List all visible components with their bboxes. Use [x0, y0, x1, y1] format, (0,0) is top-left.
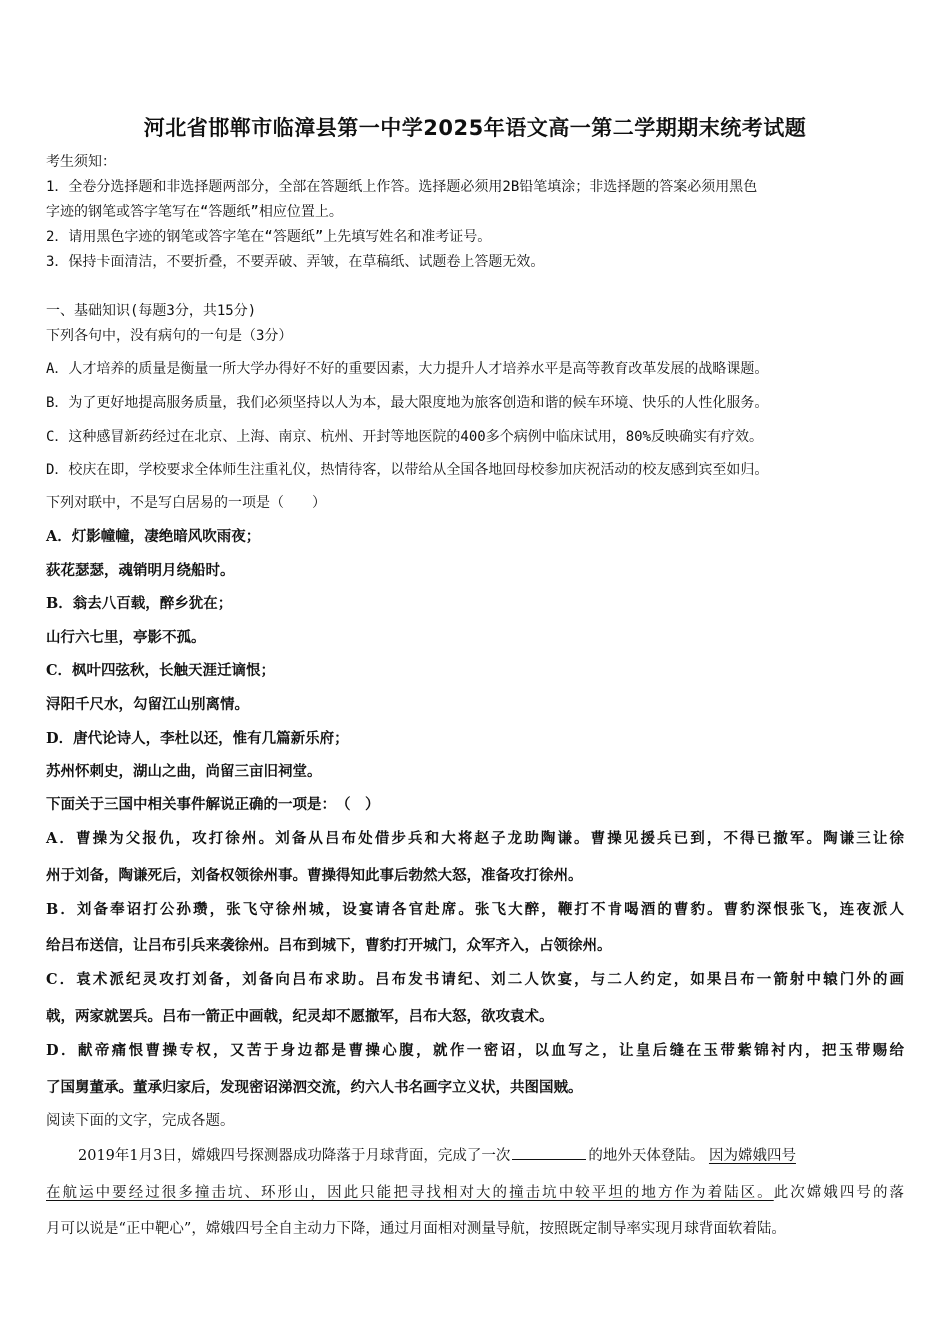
q3-option-c-line1 [46, 970, 904, 990]
reading-paragraph-line2 [46, 1183, 904, 1203]
option-text: 袁术派纪灵攻打刘备，刘备向吕布求助。吕布发书请纪、刘二人饮宴，与二人约定，如果吕布一箭射中辕门外的画 [76, 971, 905, 988]
q3-option-b-line1 [46, 900, 904, 920]
option-label: B． [46, 595, 73, 612]
q3-option-a-line2: 州于刘备，陶谦死后，刘备权领徐州事。曹操得知此事后勃然大怒，准备攻打徐州。 [46, 867, 583, 884]
q3-option-d-line2: 了国舅董承。董承归家后，发现密诏涕泗交流，约六人书名画字立义状，共图国贼。 [46, 1079, 583, 1096]
reading-intro: 阅读下面的文字，完成各题。 [46, 1113, 235, 1129]
notice-item-3: 3．保持卡面清洁，不要折叠，不要弄破、弄皱，在草稿纸、试题卷上答题无效。 [46, 254, 545, 270]
passage-text: 的地外天体登陆。 [588, 1148, 705, 1164]
q1-option-b: B．为了更好地提高服务质量，我们必须坚持以人为本，最大限度地为旅客创造和谐的候车环境、快乐的人性化服务。 [46, 395, 769, 411]
notice-item-2: 2．请用黑色字迹的钢笔或答字笔在“答题纸”上先填写姓名和准考证号。 [46, 229, 492, 245]
option-label: D． [46, 1042, 78, 1059]
option-text: 曹操为父报仇，攻打徐州。刘备从吕布处借步兵和大将赵子龙助陶谦。曹操见援兵已到，不得已撤军。陶谦三让徐 [75, 830, 904, 847]
underlined-sentence: 因为嫦娥四号 [708, 1148, 796, 1164]
couplet-line: 翁去八百载，醉乡犹在； [72, 595, 233, 612]
couplet-line: 灯影幢幢，凄绝暗风吹雨夜； [71, 528, 261, 545]
q2-option-d-line1 [46, 729, 349, 749]
q3-option-d-line1 [46, 1041, 904, 1061]
fill-blank[interactable] [512, 1145, 586, 1160]
q2-option-a-line1 [46, 527, 260, 547]
q1-option-d: D．校庆在即，学校要求全体师生注重礼仪，热情待客，以带给从全国各地回母校参加庆祝活动的校友感到宾至如归。 [46, 462, 769, 478]
q3-option-b-line2: 给吕布送信，让吕布引兵来袭徐州。吕布到城下，曹豹打开城门，众军齐入，占领徐州。 [46, 937, 612, 954]
q1-stem: 下列各句中，没有病句的一句是（3分） [46, 328, 293, 344]
option-label: B． [46, 901, 77, 918]
option-label: D． [46, 730, 74, 747]
q2-option-d-line2: 苏州怀刺史，湖山之曲，尚留三亩旧祠堂。 [46, 763, 322, 780]
reading-paragraph-line1 [78, 1145, 796, 1166]
notice-item-1a: 1．全卷分选择题和非选择题两部分，全部在答题纸上作答。选择题必须用2B铅笔填涂；非选择题的答案必须用黑色 [46, 179, 758, 195]
passage-text: 2019年1月3日，嫦娥四号探测器成功降落于月球背面，完成了一次 [78, 1148, 511, 1164]
couplet-line: 枫叶四弦秋，长触天涯迁谪恨； [72, 662, 276, 679]
q2-option-a-line2: 荻花瑟瑟，魂销明月绕船时。 [46, 562, 235, 579]
passage-text: 此次嫦娥四号的落 [773, 1185, 905, 1201]
q2-option-b-line2: 山行六七里，亭影不孤。 [46, 629, 206, 646]
option-label: A． [46, 830, 76, 847]
q3-option-a-line1 [46, 829, 904, 849]
couplet-line: 唐代论诗人，李杜以还，惟有几篇新乐府； [73, 730, 349, 747]
notice-heading: 考生须知： [46, 154, 116, 170]
underlined-sentence: 在航运中要经过很多撞击坑、环形山，因此只能把寻找相对大的撞击坑中较平坦的地方作为着陆区。 [46, 1185, 774, 1201]
q3-option-c-line2: 戟，两家就罢兵。吕布一箭正中画戟，纪灵却不愿撤军，吕布大怒，欲攻袁术。 [46, 1008, 554, 1025]
option-text: 献帝痛恨曹操专权，又苦于身边都是曹操心腹，就作一密诏，以血写之，让皇后缝在玉带紫锦衬内，把玉带赐给 [77, 1042, 905, 1059]
q2-option-c-line1 [46, 661, 275, 681]
q1-option-a: A．人才培养的质量是衡量一所大学办得好不好的重要因素，大力提升人才培养水平是高等教育改革发展的战略课题。 [46, 361, 769, 377]
q2-option-b-line1 [46, 594, 232, 614]
q2-option-c-line2: 浔阳千尺水，勾留江山别离情。 [46, 696, 249, 713]
exam-title: 河北省邯郸市临漳县第一中学2025年语文高一第二学期期末统考试题 [143, 116, 807, 140]
option-label: C． [46, 662, 73, 679]
option-text: 刘备奉诏打公孙瓒，张飞守徐州城，设宴请各官赴席。张飞大醉，鞭打不肯喝酒的曹豹。曹豹深恨张飞，连夜派人 [76, 901, 904, 918]
q3-stem: 下面关于三国中相关事件解说正确的一项是： （ ） [46, 796, 380, 813]
notice-item-1b: 字迹的钢笔或答字笔写在“答题纸”相应位置上。 [46, 204, 343, 220]
option-label: A． [46, 528, 72, 545]
reading-paragraph-line3: 月可以说是“正中靶心”，嫦娥四号全自主动力下降，通过月面相对测量导航，按照既定制导率实现月球背面软着陆。 [46, 1221, 786, 1237]
q2-stem: 下列对联中，不是写白居易的一项是（ ） [46, 495, 326, 511]
section-heading: 一、基础知识(每题3分，共15分) [46, 303, 257, 319]
option-label: C． [46, 971, 77, 988]
q1-option-c: C．这种感冒新药经过在北京、上海、南京、杭州、开封等地医院的400多个病例中临床试用，80%反映确实有疗效。 [46, 429, 763, 445]
